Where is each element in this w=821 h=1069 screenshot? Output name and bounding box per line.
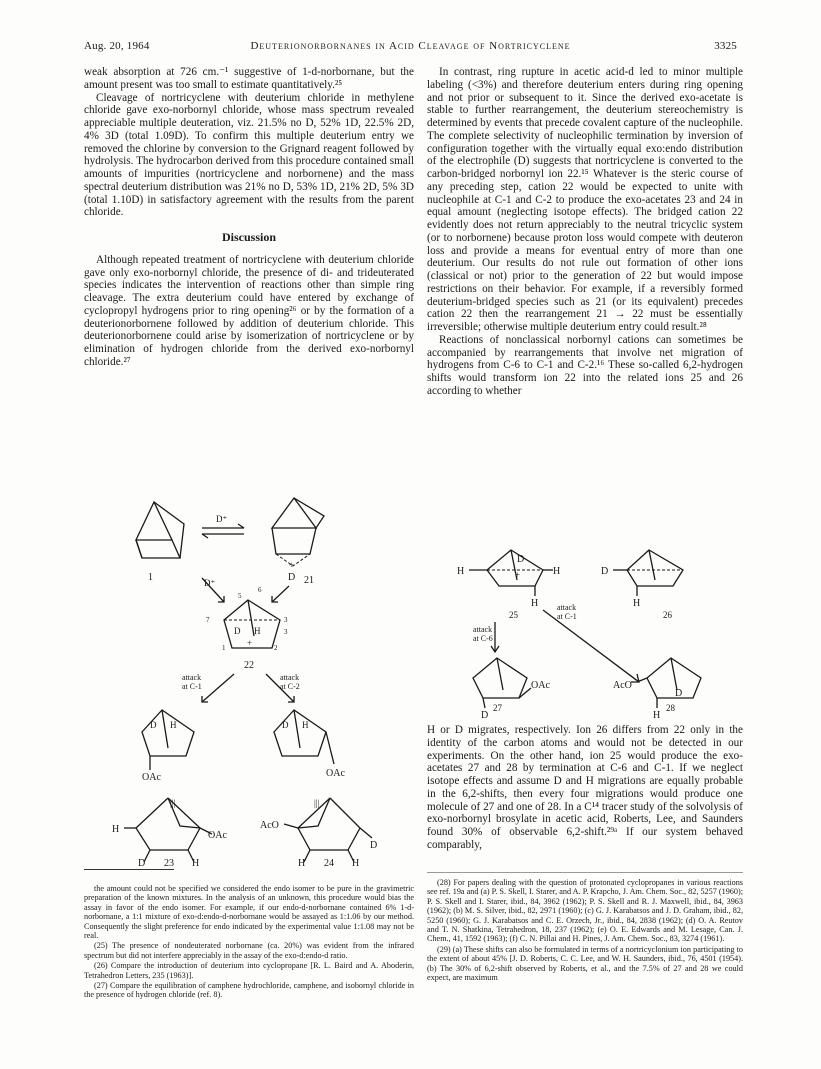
section-heading-discussion: Discussion bbox=[221, 230, 277, 244]
footnote-28: (28) For papers dealing with the question of protonated cyclopropanes in various reactions see ref. 19a and (a) P. S. Skell, I. Starer, and A. P. Krapcho, J. Am. Chem. Soc., 82, 5257 (1960); P. S. Skell and I. Starer, ibid., 84, 3962 (1962); P. S. Skell and R. J. Maxwell, ibid., 84, 3963 (1962); (b) M. S. Silver, ibid., 82, 2971 (1960); (c) G. J. Karabatsos and J. D. Graham, ibid., 82, 5250 (1960); G. J. Karabatsos and C. E. Orzech, Jr., ibid., 84, 2838 (1962); (d) O. A. Reutov and T. N. Shatkina, Tetrahedron, 18, 237 (1962); (e) O. E. Edwards and M. Lesage, Can. J. Chem., 41, 1592 (1963); (f) C. N. Pillai and H. Pines, J. Am. Chem. Soc., 83, 3274 (1961). bbox=[427, 878, 743, 944]
svg-text:+: + bbox=[289, 560, 295, 570]
footnotes-left bbox=[84, 884, 414, 1001]
svg-text:3: 3 bbox=[284, 616, 288, 624]
footnotes-right bbox=[427, 878, 743, 983]
svg-text:at C-1: at C-1 bbox=[182, 682, 202, 691]
right-column bbox=[427, 66, 743, 398]
svg-text:AcO: AcO bbox=[260, 820, 279, 831]
svg-text:H: H bbox=[298, 858, 306, 869]
svg-text:at C-1: at C-1 bbox=[557, 612, 577, 621]
structure-23 bbox=[112, 798, 227, 869]
svg-text:1: 1 bbox=[222, 644, 226, 652]
svg-text:3: 3 bbox=[284, 628, 288, 636]
footnote-26: (26) Compare the introduction of deuterium into cyclopropane [R. L. Baird and A. Aboderin, Tetrahedron Letters, 235 (1963)]. bbox=[84, 961, 414, 980]
svg-text:H: H bbox=[170, 720, 177, 730]
svg-text:H: H bbox=[553, 566, 561, 577]
svg-text:OAc: OAc bbox=[531, 680, 550, 691]
svg-text:D⁺: D⁺ bbox=[216, 514, 228, 524]
svg-text:H: H bbox=[254, 626, 261, 636]
header-date: Aug. 20, 1964 bbox=[84, 40, 150, 52]
svg-text:2: 2 bbox=[274, 644, 278, 652]
product-exo-acetate-left bbox=[142, 710, 194, 808]
structure-24 bbox=[260, 798, 377, 869]
left-paragraph-1: weak absorption at 726 cm.⁻¹ suggestive of 1-d-norbornane, but the amount present was too small to estimate quantitatively.²⁵ bbox=[84, 66, 414, 91]
svg-text:D: D bbox=[138, 858, 146, 869]
footnote-29: (29) (a) These shifts can also be formulated in terms of a nortricyclonium ion participating to the extent of about 45% [J. D. Roberts, C. C. Lee, and W. H. Saunders, ibid., 76, 4501 (1954). (b) The 30% of 6,2-shift observed by Roberts, et al., and the 7.5% of 27 and 28 we could expect, are maximum bbox=[427, 944, 743, 983]
label-27: 27 bbox=[493, 703, 502, 713]
footnote-continuation: the amount could not be specified we considered the endo isomer to be pure in the gravimetric preparation of the known mixtures. In the analysis of an unknown, this procedure would bias the assay in favor of the endo isomer. For example, if our endo-d-norbornane contained 6% 1-d-norbornane, a 1:1 mixture of exo-d:endo-d-norbornane would be assayed as 1:1.06 by our method. Consequently the slight preference for endo indicated by the experimental value 1:1.08 may not be real. bbox=[84, 884, 414, 941]
right-paragraph-1: In contrast, ring rupture in acetic acid-d led to minor multiple labeling (<3%) and therefore deuterium enters during ring opening and not prior or subsequent to it. Since the derived exo-acetate is stable to further rearrangement, the deuterium stereochemistry is determined by events that precede covalent capture of the nucleophile. The complete selectivity of nucleophilic termination by inversion of configuration together with the virtually equal exo:endo distribution of the electrophile (D) suggests that nortricyclene is converted to the carbon-bridged norbornyl ion 22.¹⁵ Whatever is the steric course of any preceding step, cation 22 would be expected to unite with nucleophile at C-1 and C-2 to produce the exo-acetates 23 and 24 in equal amount (neglecting isotope effects). The bridged cation 22 evidently does not return appreciably to the neutral tricyclic system (or to norbornene) because proton loss would compete with deuteron loss and provide a means for eventual entry of more than one deuterium. Our results do not rule out formation of other ions (classical or not) prior to the generation of 22 but would impose restrictions on their behavior. For example, if a reversibly formed deuterium-bridged species such as 21 (or its equivalent) precedes cation 22 then the rearrangement 21 → 22 must be essentially irreversible; otherwise multiple deuterium entry could result.²⁸ bbox=[427, 66, 743, 333]
svg-text:22: 22 bbox=[244, 660, 254, 671]
svg-text:5: 5 bbox=[238, 592, 242, 600]
left-paragraph-2: Cleavage of nortricyclene with deuterium chloride in methylene chloride gave exo-norbornyl chloride, whose mass spectrum revealed appreciable multiple deuteration, viz. 21.5% no D, 52% 1D, 22.5% 2D, 4% 3D (total 1.09D). To confirm this multiple deuterium entry we removed the chlorine by conversion to the Grignard reagent followed by hydrolysis. The hydrocarbon derived from this procedure contained small amounts of impurities (nortricyclene and norbornene) and the mass spectral deuterium distribution was 21% no D, 53% 1D, 21% 2D, 5% 3D (total 1.10D) in satisfactory agreement with the results from the parent chloride. bbox=[84, 91, 414, 219]
svg-text:21: 21 bbox=[304, 575, 314, 586]
svg-text:+: + bbox=[515, 570, 521, 580]
structure-21 bbox=[272, 498, 324, 586]
footnote-rule-right bbox=[427, 872, 743, 873]
svg-text:H: H bbox=[457, 566, 465, 577]
svg-text:at C-6: at C-6 bbox=[473, 634, 493, 643]
svg-text:7: 7 bbox=[206, 616, 210, 624]
svg-text:at C-2: at C-2 bbox=[280, 682, 300, 691]
attack-c1-label-right: attack bbox=[557, 603, 577, 612]
right-paragraph-2: Reactions of nonclassical norbornyl cations can sometimes be accompanied by rearrangements that involve net migration of hydrogens from C-6 to C-1 and C-2.¹⁶ These so-called 6,2-hydrogen shifts would transform ion 22 into the related ions 25 and 26 according to whether bbox=[427, 333, 743, 397]
right-paragraph-3: H or D migrates, respectively. Ion 26 differs from 22 only in the identity of the carbon atoms and would not be detected in our experiments. On the other hand, ion 25 would produce the exo-acetates 27 and 28 by termination at C-6 and C-1. If we neglect isotope effects and assume D and H migrations are equally probable in the 6,2-shifts, then every four migrations would produce one molecule of 27 and one of 28. In a C¹⁴ tracer study of the solvolysis of exo-norbornyl brosylate in acetic acid, Roberts, Lee, and Saunders found 30% of observable 6,2-shift.²⁹ᵃ If our system behaved comparably, bbox=[427, 724, 743, 851]
product-exo-acetate-right bbox=[274, 710, 345, 808]
equilibrium-arrow bbox=[202, 514, 244, 538]
svg-text:|||: ||| bbox=[170, 798, 176, 808]
svg-text:25: 25 bbox=[509, 610, 518, 620]
svg-text:24: 24 bbox=[324, 858, 334, 869]
svg-text:H: H bbox=[633, 598, 641, 609]
svg-text:+: + bbox=[247, 638, 253, 648]
left-column bbox=[84, 66, 414, 369]
structure-28 bbox=[613, 658, 701, 721]
svg-text:D: D bbox=[288, 572, 296, 583]
footnote-25: (25) The presence of nondeuterated norbornane (ca. 20%) was evident from the infrared spectrum but did not interfere appreciably in the assay of the exo-d:endo-d ratio. bbox=[84, 941, 414, 960]
svg-text:|||: ||| bbox=[314, 798, 320, 808]
scheme-right bbox=[427, 540, 743, 720]
svg-text:D: D bbox=[150, 720, 157, 730]
svg-text:H: H bbox=[302, 720, 309, 730]
right-column-lower bbox=[427, 724, 743, 852]
attack-c1-label: attack bbox=[182, 673, 202, 682]
left-paragraph-3: Although repeated treatment of nortricyclene with deuterium chloride gave only exo-norbornyl chloride, the presence of di- and trideuterated species indicates the intervention of reactions other than simple ring cleavage. The extra deuterium could have entered by exchange of cyclopropyl hydrogens prior to ring opening²⁶ or by the formation of a deuterionorbornene followed by addition of deuterium chloride. This deuterionorbornene could arise by isomerization of nortricyclene or by elimination of hydrogen chloride from the derived exo-norbornyl chloride.²⁷ bbox=[84, 253, 414, 368]
footnote-27: (27) Compare the equilibration of camphene hydrochloride, camphene, and isobornyl chloride in the presence of hydrogen chloride (ref. 8). bbox=[84, 981, 414, 1000]
attack-c6-label: attack bbox=[473, 625, 493, 634]
svg-text:H: H bbox=[112, 824, 120, 835]
structure-27 bbox=[473, 658, 550, 721]
svg-text:26: 26 bbox=[663, 610, 672, 620]
label-28: 28 bbox=[666, 703, 675, 713]
svg-text:D: D bbox=[675, 688, 683, 699]
structure-1 bbox=[136, 502, 184, 583]
svg-text:D: D bbox=[234, 626, 241, 636]
svg-text:23: 23 bbox=[164, 858, 174, 869]
svg-text:H: H bbox=[531, 598, 539, 609]
svg-text:OAc: OAc bbox=[142, 772, 161, 783]
attack-c2-label: attack bbox=[280, 673, 300, 682]
svg-text:6: 6 bbox=[258, 586, 262, 594]
dplus-label: D⁺ bbox=[204, 578, 216, 588]
svg-text:D: D bbox=[282, 720, 289, 730]
svg-text:AcO: AcO bbox=[613, 680, 632, 691]
svg-text:D: D bbox=[601, 566, 609, 577]
structure-26 bbox=[601, 550, 683, 620]
scheme-left bbox=[84, 488, 414, 869]
svg-text:H: H bbox=[192, 858, 200, 869]
page-number: 3325 bbox=[714, 40, 737, 52]
svg-text:D: D bbox=[370, 840, 378, 851]
svg-text:OAc: OAc bbox=[208, 830, 227, 841]
svg-text:D: D bbox=[481, 710, 489, 721]
header-title: Deuterionorbornanes in Acid Cleavage of Nortricyclene bbox=[250, 40, 571, 52]
structure-25 bbox=[457, 550, 560, 620]
svg-text:OAc: OAc bbox=[326, 768, 345, 779]
svg-text:H: H bbox=[653, 710, 661, 721]
svg-text:D: D bbox=[517, 554, 525, 565]
footnote-rule-left bbox=[84, 869, 174, 870]
svg-text:1: 1 bbox=[148, 572, 153, 583]
svg-text:H: H bbox=[352, 858, 360, 869]
